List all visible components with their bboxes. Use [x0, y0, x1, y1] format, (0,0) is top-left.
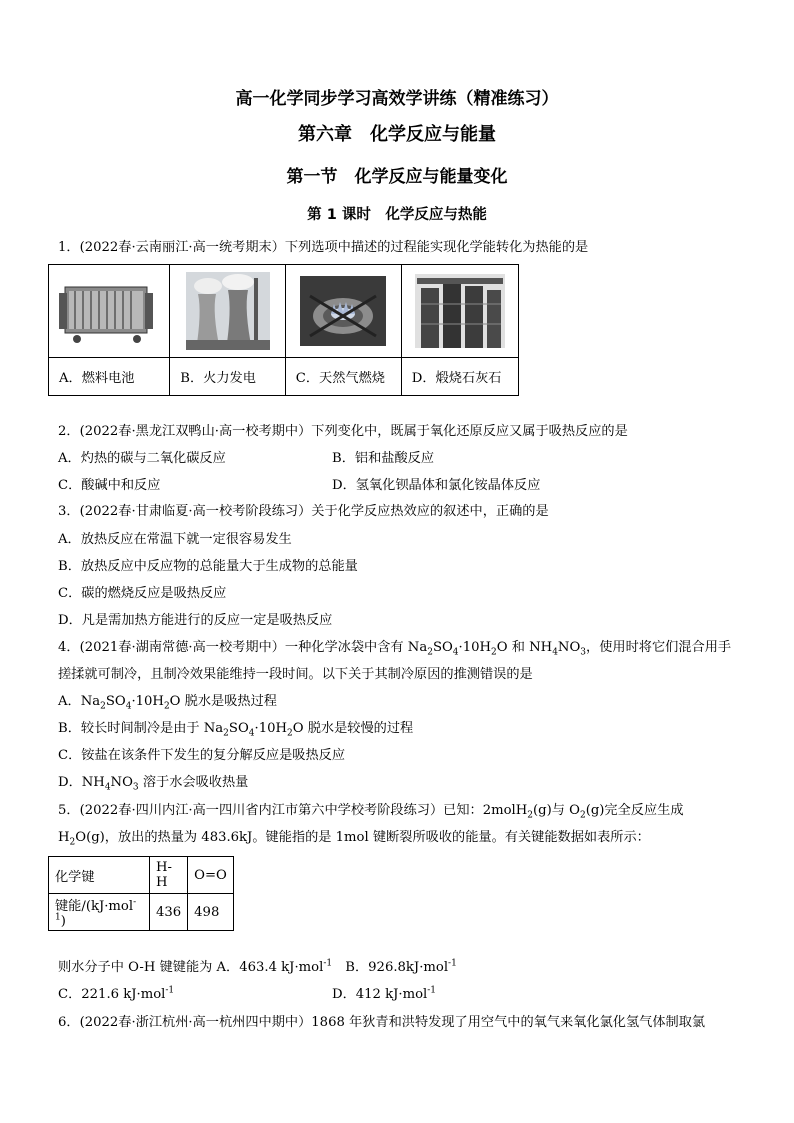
bond-energy-table: [48, 856, 234, 931]
q1-option-a-image-cell: [49, 265, 170, 358]
q4-stem-line1: 4．(2021春·湖南常德·高一校考期中）一种化学冰袋中含有 $Na_2SO_4\cdot 10H_2O$ 和 $NH_4NO_3$，使用时将它们混合用手: [58, 640, 732, 658]
q4-option-b: B．较长时间制冷是由于 $Na_2SO_4\cdot 10H_2O$ 脱水是较慢的过程: [58, 721, 414, 739]
q4-option-d: D．$NH_4NO_3$ 溶于水会吸收热量: [58, 775, 249, 793]
q1-option-b-label: B．火力发电: [170, 358, 285, 396]
q5-stem-line2: $H_2O(g)$，放出的热量为 483.6kJ。键能指的是 1mol 键断裂所吸收的能量。有关键能数据如表所示：: [58, 830, 650, 848]
q1-option-c-label: C．天然气燃烧: [285, 358, 401, 396]
q4-stem-line2: 搓揉就可制冷，且制冷效果能维持一段时间。以下关于其制冷原因的推测错误的是: [58, 667, 533, 682]
q1-options-table: [48, 264, 519, 396]
q1-option-a-label: A．燃料电池: [49, 358, 170, 396]
bond-table-row-label: 键能/(kJ·mol$^{-1}$): [49, 894, 150, 931]
q3-option-d: D．凡是需加热方能进行的反应一定是吸热反应: [58, 613, 333, 628]
q3-stem: 3．(2022春·甘肃临夏·高一校考阶段练习）关于化学反应热效应的叙述中，正确的是: [58, 504, 549, 519]
q1-option-c-image-cell: [285, 265, 401, 358]
q5-option-c: C．221.6 kJ·mol$^{-1}$: [58, 985, 175, 1002]
q2-option-a: A．灼热的碳与二氧化碳反应: [58, 451, 226, 466]
bond-table-header-oo: O=O: [188, 857, 234, 894]
gas-stove-photo: [300, 276, 386, 346]
q6-stem: 6．(2022春·浙江杭州·高一杭州四中期中）1868 年狄青和洪特发现了用空气中的氧气来氧化氯化氢气体制取氯: [58, 1015, 706, 1030]
lime-kiln-photo: [415, 274, 505, 348]
q2-stem: 2．(2022春·黑龙江双鸭山·高一校考期中）下列变化中，既属于氧化还原反应又属于吸热反应的是: [58, 424, 628, 439]
chapter-title: 第六章 化学反应与能量: [298, 124, 496, 145]
q2-option-d: D．氢氧化钡晶体和氯化铵晶体反应: [332, 478, 541, 493]
power-plant-photo: [186, 272, 270, 350]
lesson-title: 第 1 课时 化学反应与热能: [307, 207, 487, 223]
q4-option-a: A．$Na_2SO_4\cdot 10H_2O$ 脱水是吸热过程: [58, 694, 277, 712]
main-title: 高一化学同步学习高效学讲练（精准练习）: [235, 89, 559, 109]
q1-option-d-label: D．煅烧石灰石: [401, 358, 518, 396]
bond-table-header-hh: H-H: [150, 857, 188, 894]
q5-option-d: D．412 kJ·mol$^{-1}$: [332, 985, 437, 1002]
fuel-cell-photo: [57, 273, 161, 349]
q3-option-c: C．碳的燃烧反应是吸热反应: [58, 586, 227, 601]
q2-option-c: C．酸碱中和反应: [58, 478, 161, 493]
q1-option-b-image-cell: [170, 265, 285, 358]
section-title: 第一节 化学反应与能量变化: [286, 167, 508, 187]
q5-stem-line1: 5．(2022春·四川内江·高一四川省内江市第六中学校考阶段练习）已知：2molH$_2$(g)与 $O_2(g)$完全反应生成: [58, 803, 684, 821]
bond-table-value-oo: 498: [188, 894, 234, 931]
q1-option-d-image-cell: [401, 265, 518, 358]
q4-option-c: C．铵盐在该条件下发生的复分解反应是吸热反应: [58, 748, 346, 763]
q3-option-b: B．放热反应中反应物的总能量大于生成物的总能量: [58, 559, 358, 574]
q2-option-b: B．铝和盐酸反应: [332, 451, 435, 466]
bond-table-value-hh: 436: [150, 894, 188, 931]
q5-line3: 则水分子中 O-H 键键能为 A．463.4 kJ·mol$^{-1}$ B．926.8kJ·mol$^{-1}$: [58, 958, 457, 975]
q1-stem: 1．(2022春·云南丽江·高一统考期末）下列选项中描述的过程能实现化学能转化为热能的是: [58, 240, 589, 255]
bond-table-header-bond: 化学键: [49, 857, 150, 894]
q3-option-a: A．放热反应在常温下就一定很容易发生: [58, 532, 292, 547]
